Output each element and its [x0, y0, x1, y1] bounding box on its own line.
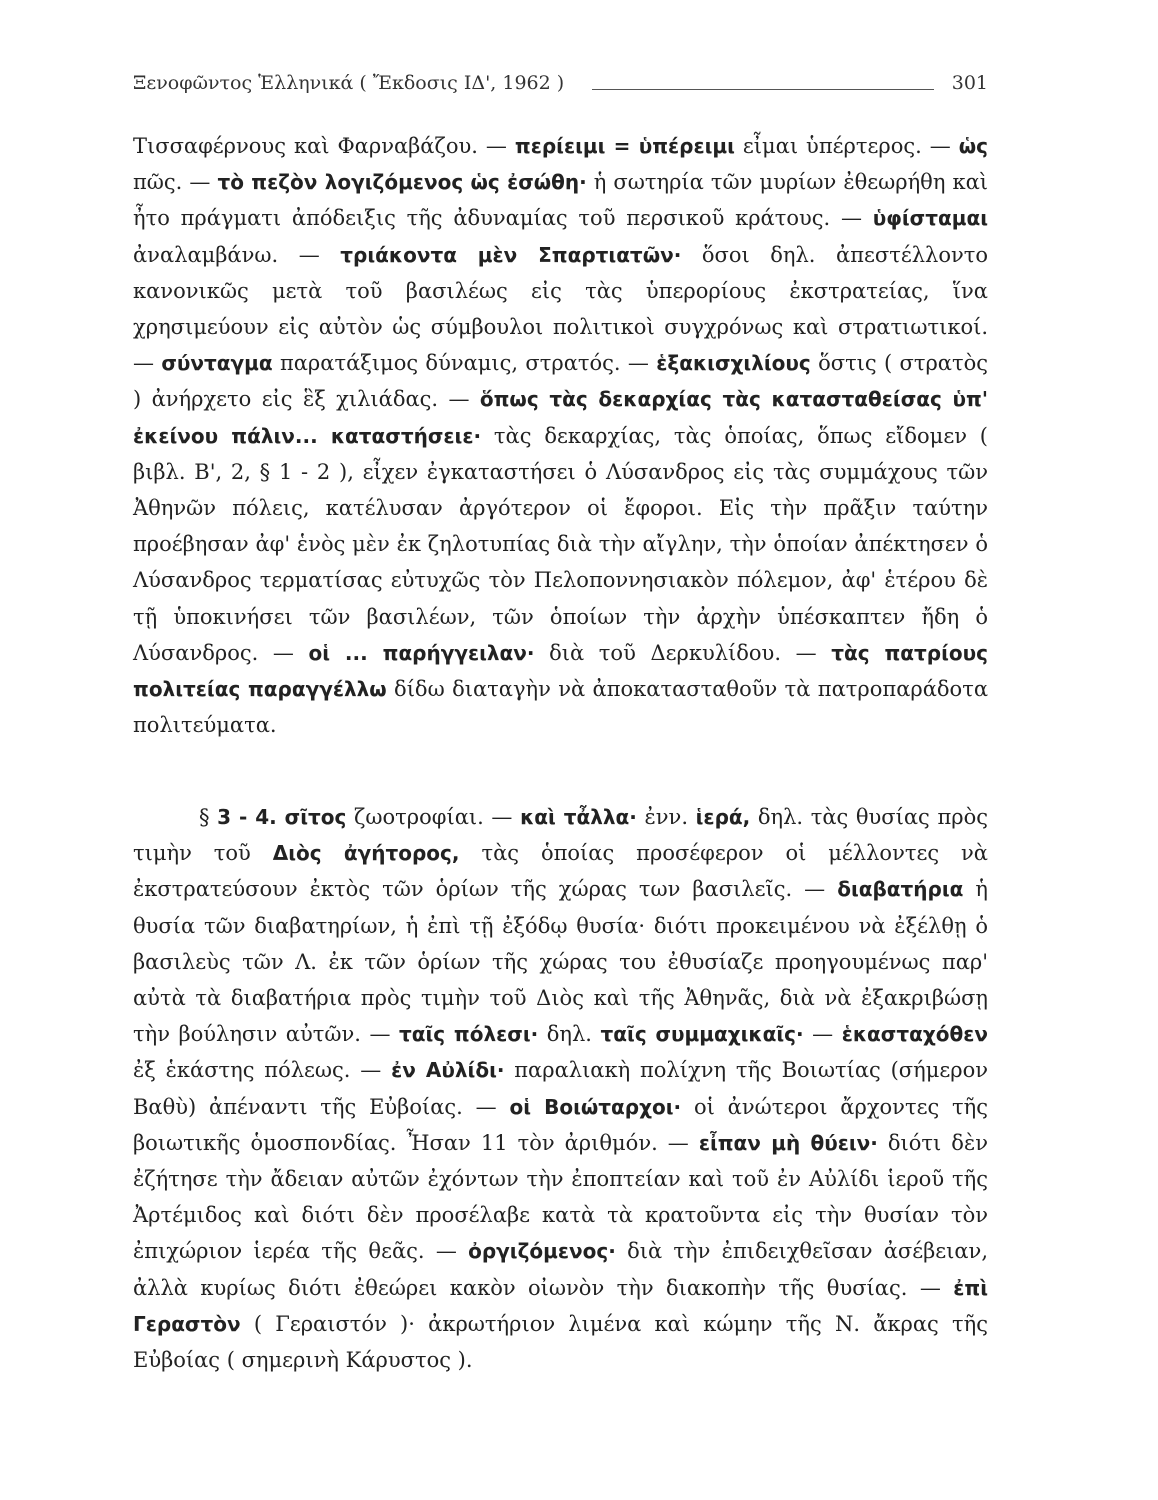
running-title: Ξενοφῶντος Ἑλληνικά ( Ἔκδοσις ΙΔ', 1962 ) — [133, 72, 565, 94]
commentary-text: ἐξ ἑκάστης πόλεως. — — [133, 1058, 392, 1083]
commentary-text: — — [803, 1022, 842, 1047]
commentary-text: τὰς ὁποίας προσέφερον οἱ μέλλοντες νὰ ἐκστρατεύσουν ἐκτὸς τῶν ὁρίων τῆς χώρας των βασιλεῖς. — — [133, 841, 988, 902]
lemma-term: διαβατήρια — [837, 877, 964, 902]
lemma-term: ἐπὶ Γεραστὸν — [133, 1275, 988, 1336]
lemma-term: ὑφίσταμαι — [872, 206, 988, 231]
commentary-text: οἱ ἀνώτεροι ἄρχοντες τῆς βοιωτικῆς ὁμοσπονδίας. Ἦσαν 11 τὸν ἀριθμόν. — — [133, 1094, 988, 1155]
paragraph-2 — [133, 799, 988, 1378]
paragraph-1 — [133, 128, 988, 743]
commentary-text: δηλ. — [538, 1022, 601, 1047]
commentary-text: δίδω διαταγὴν νὰ ἀποκατασταθοῦν τὰ πατροπαράδοτα πολιτεύματα. — [133, 677, 988, 738]
commentary-text: εἶμαι ὑπέρτερος. — — [734, 134, 959, 158]
lemma-term: τριάκοντα μὲν Σπαρτιατῶν· — [340, 242, 682, 267]
commentary-text: ζωοτροφίαι. — — [346, 805, 521, 829]
lemma-term: 3 - 4. σῖτος — [217, 805, 347, 829]
commentary-text: πῶς. — — [133, 170, 218, 195]
commentary-text: ἀναλαμβάνω. — — [133, 242, 341, 267]
header-rule — [592, 89, 934, 90]
commentary-text: παραλιακὴ πολίχνη τῆς Βοιωτίας (σήμερον Βαθὺ) ἀπέναντι τῆς Εὐβοίας. — — [133, 1058, 988, 1119]
commentary-text: ὅσοι δηλ. ἀπεστέλλοντο κανονικῶς μετὰ τοῦ βασιλέως εἰς τὰς ὑπερορίους ἐκστρατείας, ἵνα χρησιμεύουν εἰς αὐτὸν ὡς σύμβουλοι πολιτικοὶ συγχρόνως καὶ στρατιωτικοί. — — [133, 242, 989, 376]
commentary-text: δηλ. τὰς θυσίας πρὸς τιμὴν τοῦ — [133, 805, 989, 866]
commentary-text: τὰς δεκαρχίας, τὰς ὁποίας, ὅπως εἴδομεν ( βιβλ. Β', 2, § 1 - 2 ), εἶχεν ἐγκαταστήσει ὁ Λύσανδρος εἰς τὰς συμμάχους τῶν Ἀθηνῶν πόλεις, κατέλυσαν ἀργότερον οἱ ἔφοροι. Εἰς τὴν πρᾶξιν ταύτην προέβησαν ἀφ' ἑνὸς μὲν ἐκ ζηλοτυπίας διὰ τὴν αἴγλην, τὴν ὁποίαν ἀπέκτησεν ὁ Λύσανδρος τερματίσας εὐτυχῶς τὸν Πελοποννησιακὸν πόλεμον, ἀφ' ἑτέρου δὲ τῇ ὑποκινήσει τῶν βασιλέων, τῶν ὁποίων τὴν ἀρχὴν ὑπέσκαπτεν ἤδη ὁ Λύσανδρος. — — [133, 423, 988, 665]
lemma-term: καὶ τἆλλα· — [520, 805, 637, 829]
lemma-term: τὸ πεζὸν λογιζόμενος ὡς ἐσώθη· — [217, 170, 587, 195]
lemma-term: ὅπως τὰς δεκαρχίας τὰς κατασταθείσας ὑπ' ἐκείνου πάλιν... καταστήσειε· — [133, 387, 988, 448]
commentary-text: ( Γεραιστόν )· ἀκρωτήριον λιμένα καὶ κώμην τῆς Ν. ἄκρας τῆς Εὐβοίας ( σημερινὴ Κάρυστος ). — [133, 1311, 988, 1373]
lemma-term: ταῖς πόλεσι· — [398, 1022, 539, 1047]
lemma-term: οἱ ... παρήγγειλαν· — [308, 640, 535, 665]
lemma-term: Διὸς ἀγήτορος, — [272, 841, 460, 866]
lemma-term: ἑξακισχιλίους — [656, 351, 811, 376]
lemma-term: περίειμι = ὑπέρειμι — [514, 134, 735, 158]
lemma-term: ἱερά, — [695, 805, 751, 829]
page-number: 301 — [951, 72, 988, 94]
commentary-text: διὰ τὴν ἐπιδειχθεῖσαν ἀσέβειαν, ἀλλὰ κυρίως διότι ἐθεώρει κακὸν οἰωνὸν τὴν διακοπὴν τῆς θυσίας. — — [133, 1239, 989, 1300]
lemma-term: ταῖς συμμαχικαῖς· — [600, 1022, 804, 1047]
commentary-text: παρατάξιμος δύναμις, στρατός. — — [272, 351, 657, 376]
lemma-term: ἐν Αὐλίδι· — [391, 1058, 505, 1083]
commentary-text: Τισσαφέρνους καὶ Φαρναβάζου. — — [133, 134, 515, 158]
commentary-text: ὅστις ( στρατὸς ) ἀνήρχετο εἰς ἓξ χιλιάδας. — — [133, 351, 989, 412]
lemma-term: ἑκασταχόθεν — [841, 1022, 988, 1047]
commentary-text: ἡ σωτηρία τῶν μυρίων ἐθεωρήθη καὶ ἦτο πράγματι ἀπόδειξις τῆς ἀδυναμίας τοῦ περσικοῦ κράτους. — — [133, 170, 988, 231]
commentary-text: διὰ τοῦ Δερκυλίδου. — — [534, 640, 832, 665]
commentary-text: διότι δὲν ἐζήτησε τὴν ἄδειαν αὐτῶν ἐχόντων τὴν ἐποπτείαν καὶ τοῦ ἐν Αὐλίδι ἱεροῦ τῆς Ἀρτέμιδος καὶ διότι δὲν προσέλαβε κατὰ τὰ κρατοῦντα εἰς τὴν θυσίαν τὸν ἐπιχώριον ἱερέα τῆς θεᾶς. — — [133, 1130, 988, 1264]
lemma-term: οἱ Βοιώταρχοι· — [509, 1094, 682, 1119]
running-header — [133, 66, 988, 94]
commentary-text: ἐνν. — [636, 805, 696, 829]
lemma-term: ὀργιζόμενος· — [468, 1239, 616, 1264]
lemma-term: ὡς — [958, 134, 988, 158]
commentary-text: § — [199, 805, 218, 829]
lemma-term: εἶπαν μὴ θύειν· — [698, 1130, 878, 1155]
lemma-term: τὰς πατρίους πολιτείας παραγγέλλω — [133, 640, 989, 702]
commentary-text: ἡ θυσία τῶν διαβατηρίων, ἡ ἐπὶ τῇ ἐξόδῳ θυσία· διότι προκειμένου νὰ ἐξέλθῃ ὁ βασιλεὺς τῶν Λ. ἐκ τῶν ὁρίων τῆς χώρας του ἐθυσίαζε προηγουμένως παρ' αὐτὰ τὰ διαβατήρια πρὸς τιμὴν τοῦ Διὸς καὶ τῆς Ἀθηνᾶς, διὰ νὰ ἐξακριβώσῃ τὴν βούλησιν αὐτῶν. — — [133, 877, 988, 1047]
lemma-term: σύνταγμα — [161, 351, 273, 376]
